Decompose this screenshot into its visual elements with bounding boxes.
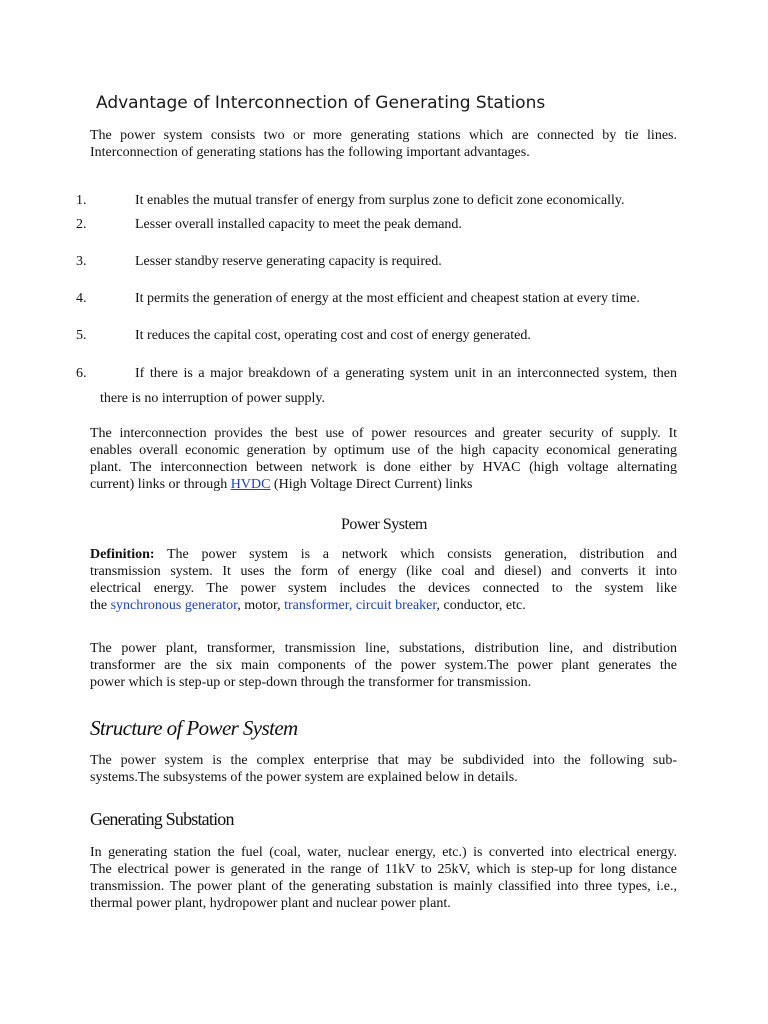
section-heading-power-system: Power System: [341, 516, 427, 533]
definition-label: Definition:: [90, 547, 155, 562]
circuit-breaker-link[interactable]: circuit breaker: [355, 598, 437, 613]
hvdc-link[interactable]: HVDC: [230, 477, 271, 492]
list-item: It permits the generation of energy at the most efficient and cheapest station at every time.: [135, 291, 640, 306]
generating-substation-paragraph: [90, 844, 677, 912]
list-number: 5.: [76, 328, 87, 343]
text-run: The power system is a network which consists generation, distribution and: [154, 547, 677, 562]
text-line: Interconnection of generating stations has the following important advantages.: [90, 145, 530, 160]
interconnection-paragraph: [90, 425, 677, 493]
text-line: The power system is the complex enterprise that may be subdivided into the following sub-: [90, 753, 677, 768]
list-item: It enables the mutual transfer of energy from surplus zone to deficit zone economically.: [135, 193, 625, 208]
text-run: ,: [348, 598, 356, 613]
definition-paragraph: [90, 546, 677, 614]
text-line: [90, 597, 677, 614]
structure-paragraph: [90, 752, 677, 786]
text-run: the: [90, 598, 111, 613]
section-heading-structure: Structure of Power System: [90, 716, 298, 740]
text-line: [90, 546, 677, 563]
text-line: [90, 476, 677, 493]
list-item: If there is a major breakdown of a generating system unit in an interconnected system, then: [135, 366, 677, 381]
page-title: Advantage of Interconnection of Generating Stations: [96, 93, 546, 113]
text-line: In generating station the fuel (coal, water, nuclear energy, etc.) is converted into electrical energy.: [90, 845, 677, 860]
text-run: , motor,: [237, 598, 285, 613]
synchronous-generator-link[interactable]: synchronous generator: [110, 598, 238, 613]
list-item-continuation: there is no interruption of power supply.: [100, 391, 325, 406]
text-run: current) links or through: [90, 477, 231, 492]
list-number: 3.: [76, 254, 87, 269]
list-number: 4.: [76, 291, 87, 306]
text-run: (High Voltage Direct Current) links: [270, 477, 473, 492]
transformer-link[interactable]: transformer: [284, 598, 349, 613]
intro-paragraph: [90, 127, 677, 161]
text-line: electrical energy. The power system includes the devices connected to the system like: [90, 581, 677, 596]
text-line: transformer are the six main components of the power system.The power plant generates the: [90, 658, 677, 673]
text-line: plant. The interconnection between network is done either by HVAC (high voltage alternating: [90, 460, 677, 475]
list-number: 6.: [76, 366, 87, 381]
text-line: The interconnection provides the best use of power resources and greater security of supply. It: [90, 426, 677, 441]
list-item: It reduces the capital cost, operating cost and cost of energy generated.: [135, 328, 531, 343]
section-heading-generating-substation: Generating Substation: [90, 809, 234, 829]
text-line: The electrical power is generated in the range of 11kV to 25kV, which is step-up for long distance: [90, 862, 677, 877]
list-number: 2.: [76, 217, 87, 232]
text-line: transmission system. It uses the form of energy (like coal and diesel) and converts it into: [90, 564, 677, 579]
text-line: The power system consists two or more generating stations which are connected by tie lines.: [90, 128, 677, 143]
text-line: enables overall economic generation by optimum use of the high capacity economical generating: [90, 443, 677, 458]
text-line: transmission. The power plant of the generating substation is mainly classified into three types, i.e.,: [90, 879, 677, 894]
list-number: 1.: [76, 193, 87, 208]
text-line: power which is step-up or step-down through the transformer for transmission.: [90, 675, 532, 690]
list-item: Lesser overall installed capacity to meet the peak demand.: [135, 217, 462, 232]
text-line: thermal power plant, hydropower plant and nuclear power plant.: [90, 896, 451, 911]
components-paragraph: [90, 640, 677, 691]
text-line: systems.The subsystems of the power system are explained below in details.: [90, 770, 518, 785]
text-run: , conductor, etc.: [436, 598, 526, 613]
list-item: Lesser standby reserve generating capacity is required.: [135, 254, 442, 269]
text-line: The power plant, transformer, transmission line, substations, distribution line, and distribution: [90, 641, 677, 656]
